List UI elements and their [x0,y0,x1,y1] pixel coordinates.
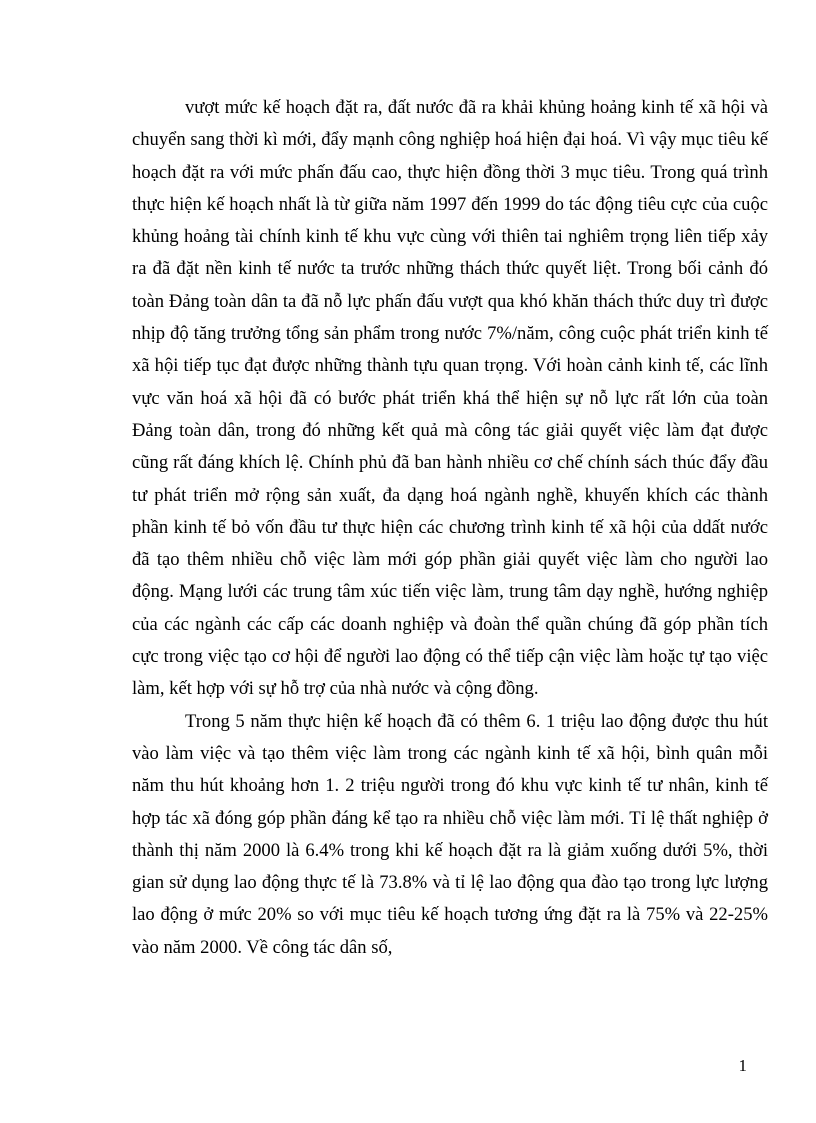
paragraph-2: Trong 5 năm thực hiện kế hoạch đã có thêm 6. 1 triệu lao động được thu hút vào làm việc và tạo thêm việc làm trong các ngành kinh tế xã hội, bình quân mỗi năm thu hút khoảng hơn 1. 2 triệu người trong đó khu vực kinh tế tư nhân, kinh tế hợp tác xã đóng góp phần đáng kể tạo ra nhiều chỗ việc làm mới. Tỉ lệ thất nghiệp ở thành thị năm 2000 là 6.4% trong khi kế hoạch đặt ra là giảm xuống dưới 5%, thời gian sử dụng lao động thực tế là 73.8% và tỉ lệ lao động qua đào tạo trong lực lượng lao động ở mức 20% so với mục tiêu kế hoạch tương ứng đặt ra là 75% và 22-25% vào năm 2000. Về công tác dân số, [132,710,768,958]
page-number: 1 [738,1056,747,1075]
body-text [132,92,768,964]
paragraph-1: vượt mức kế hoạch đặt ra, đất nước đã ra khải khủng hoảng kinh tế xã hội và chuyển sang thời kì mới, đẩy mạnh công nghiệp hoá hiện đại hoá. Vì vậy mục tiêu kế hoạch đặt ra với mức phấn đấu cao, thực hiện đồng thời 3 mục tiêu. Trong quá trình thực hiện kế hoạch nhất là từ giữa năm 1997 đến 1999 do tác động tiêu cực của cuộc khủng hoảng tài chính kinh tế khu vực cùng với thiên tai nghiêm trọng liên tiếp xảy ra đã đặt nền kinh tế nước ta trước những thách thức quyết liệt. Trong bối cảnh đó toàn Đảng toàn dân ta đã nỗ lực phấn đấu vượt qua khó khăn thách thức duy trì được nhịp độ tăng trưởng tổng sản phẩm trong nước 7%/năm, công cuộc phát triển kinh tế xã hội tiếp tục đạt được những thành tựu quan trọng. Với hoàn cảnh kinh tế, các lĩnh vực văn hoá xã hội đã có bước phát triển khá thể hiện sự nỗ lực rất lớn của toàn Đảng toàn dân, trong đó những kết quả mà công tác giải quyết việc làm đạt được cũng rất đáng khích lệ. Chính phủ đã ban hành nhiều cơ chế chính sách thúc đẩy đầu tư phát triển mở rộng sản xuất, đa dạng hoá ngành nghề, khuyến khích các thành phần kinh tế bỏ vốn đầu tư thực hiện các chương trình kinh tế xã hội của ddất nước đã tạo thêm nhiều chỗ việc làm mới góp phần giải quyết việc làm cho người lao động. Mạng lưới các trung tâm xúc tiến việc làm, trung tâm dạy nghề, hướng nghiệp của các ngành các cấp các doanh nghiệp và đoàn thể quần chúng đã góp phần tích cực trong việc tạo cơ hội để người lao động có thể tiếp cận việc làm hoặc tự tạo việc làm, kết hợp với sự hỗ trợ của nhà nước và cộng đồng. [132,97,768,700]
